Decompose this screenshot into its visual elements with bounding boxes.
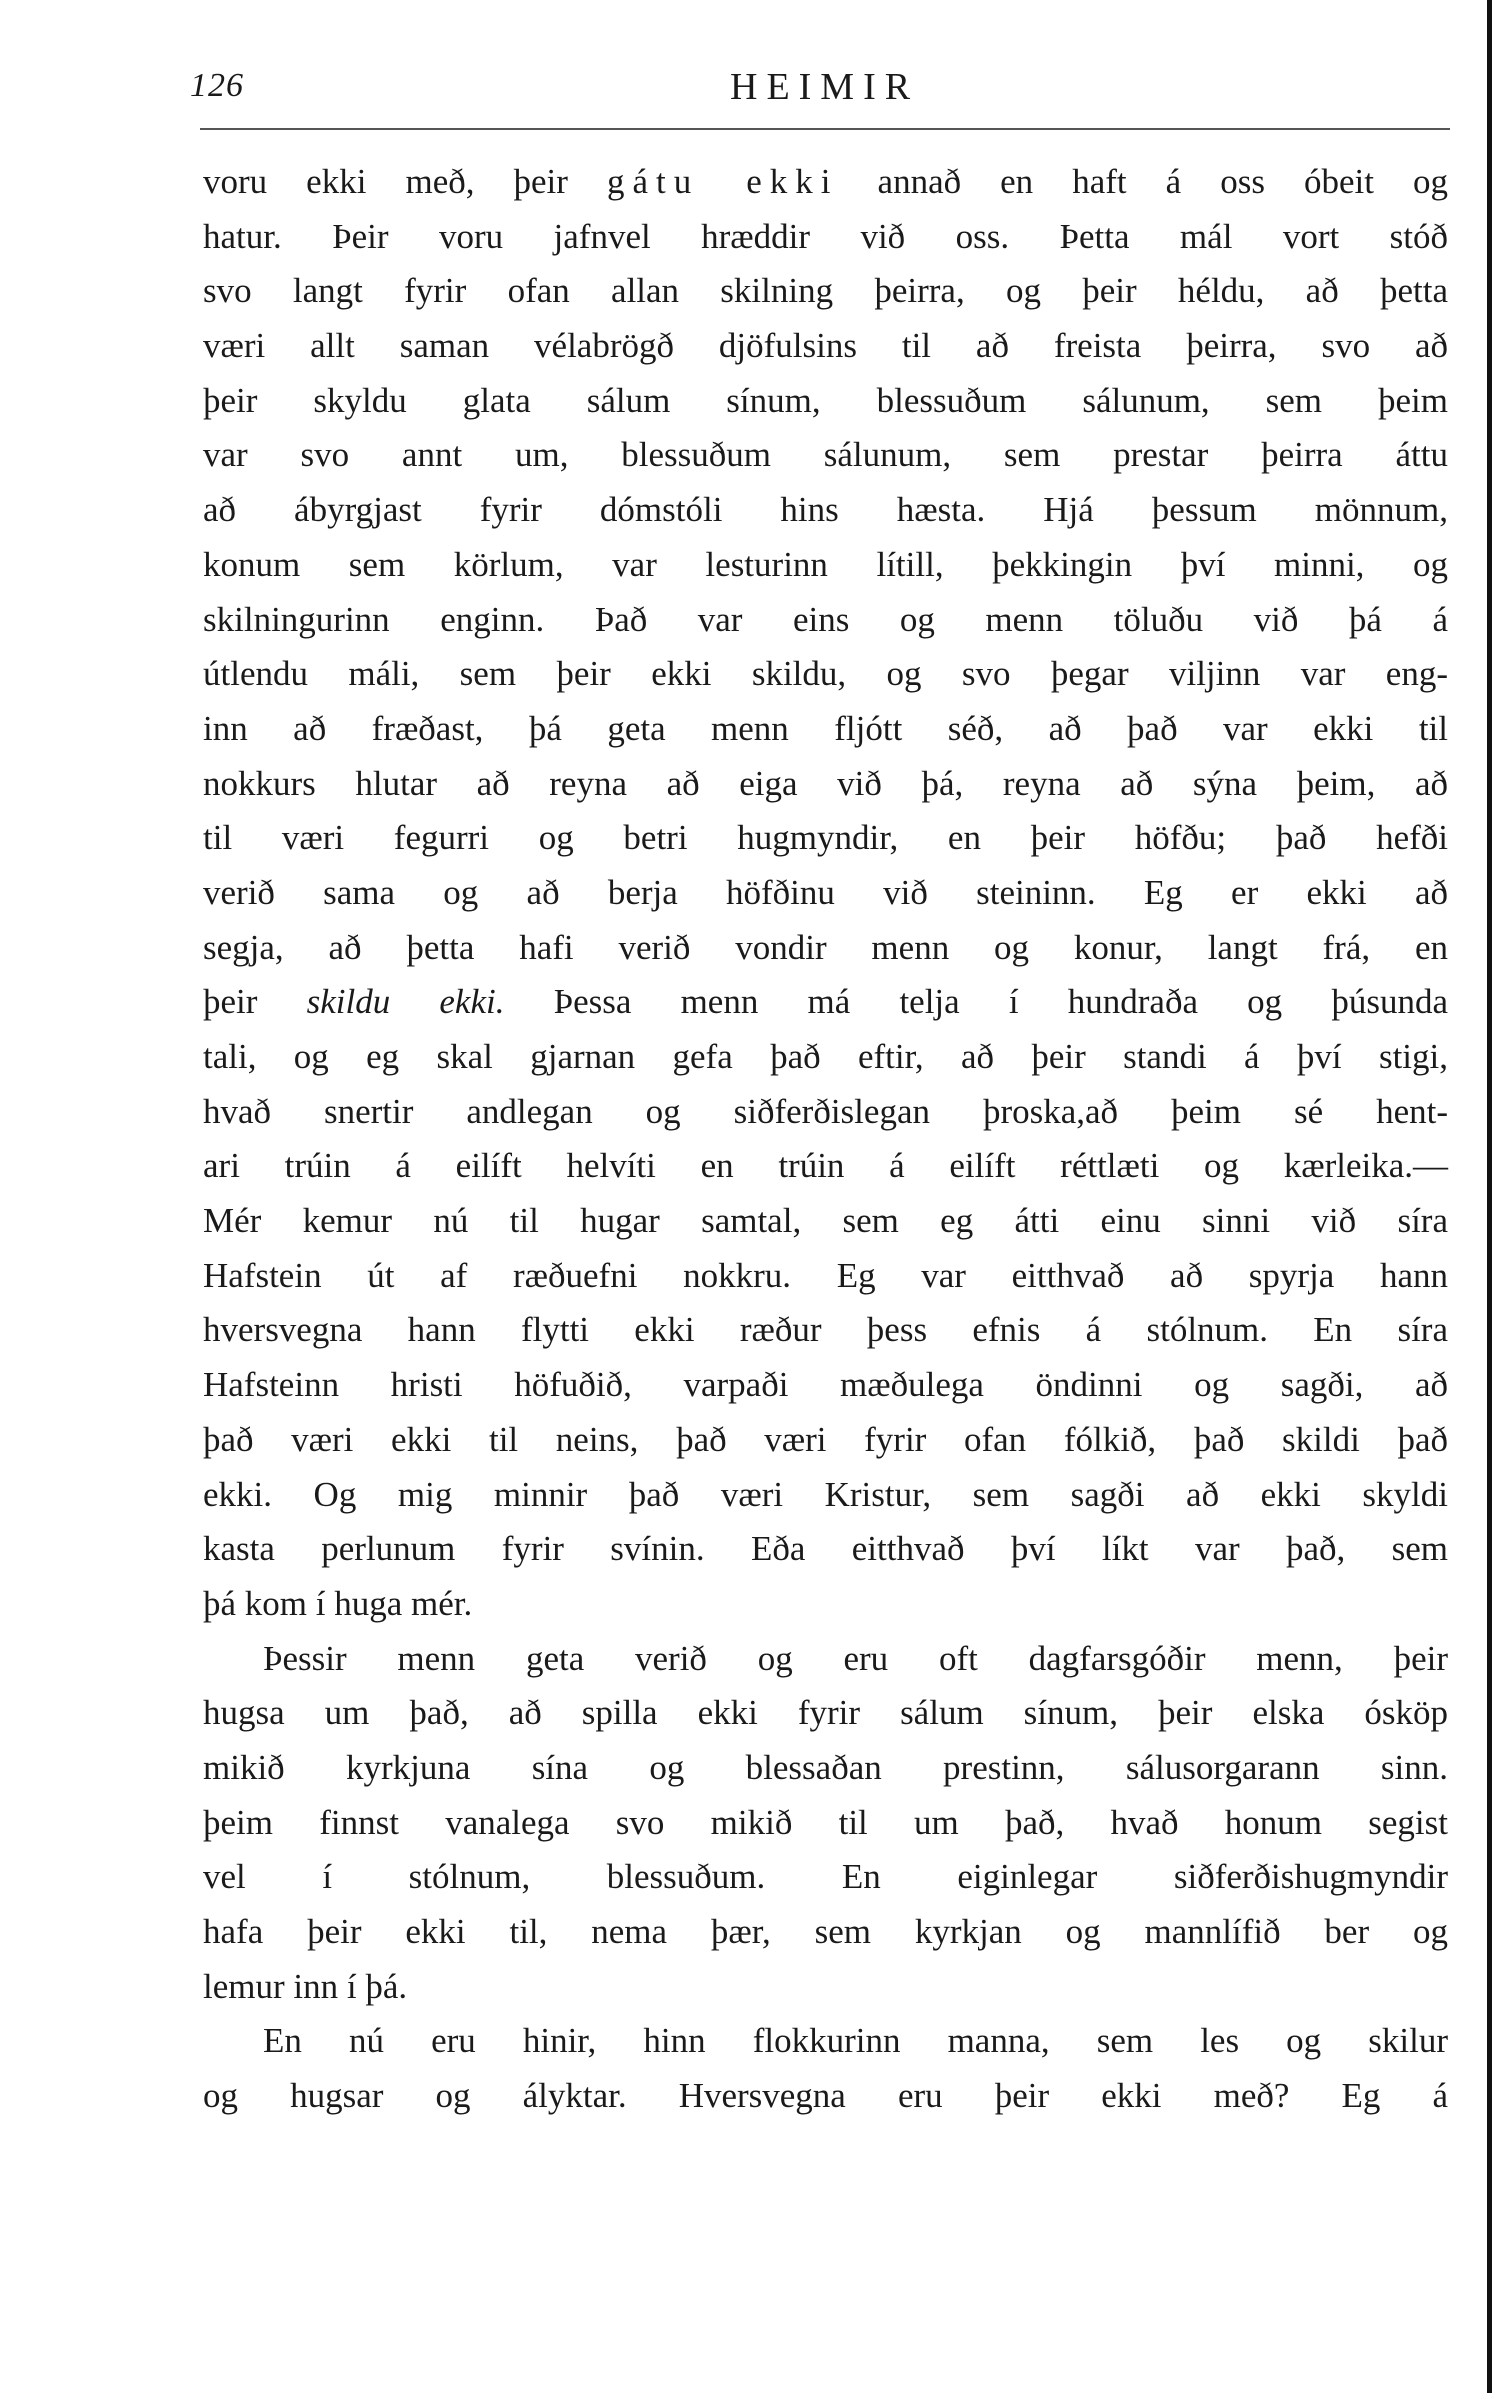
text-line: og hugsar og ályktar. Hversvegna eru þeir ekki með? Eg á xyxy=(203,2076,1448,2116)
header-rule xyxy=(200,128,1450,130)
text-line: tali, og eg skal gjarnan gefa það eftir, að þeir standi á því stigi, xyxy=(203,1037,1448,1076)
text-line: Mér kemur nú til hugar samtal, sem eg átti einu sinni við síra xyxy=(203,1201,1448,1241)
page-number: 126 xyxy=(190,67,244,104)
text-line: Hafsteinn hristi höfuðið, varpaði mæðulega öndinni og sagði, að xyxy=(203,1365,1448,1405)
text-line: nokkurs hlutar að reyna að eiga við þá, reyna að sýna þeim, að xyxy=(203,763,1448,803)
paragraph xyxy=(203,155,1448,1632)
text-line: konum sem körlum, var lesturinn lítill, þekkingin því minni, og xyxy=(203,544,1448,584)
page-header xyxy=(190,55,1450,115)
text-line: hversvegna hann flytti ekki ræður þess efnis á stólnum. En síra xyxy=(203,1310,1448,1350)
paragraph xyxy=(203,2014,1448,2123)
text-line: útlendu máli, sem þeir ekki skildu, og svo þegar viljinn var eng- xyxy=(203,654,1448,694)
text-line: væri allt saman vélabrögð djöfulsins til að freista þeirra, svo að xyxy=(203,326,1448,366)
text-line: þeim finnst vanalega svo mikið til um það, hvað honum segist xyxy=(203,1802,1448,1842)
body-text xyxy=(203,155,1448,2124)
text-line: hvað snertir andlegan og siðferðislegan þroska,að þeim sé hent- xyxy=(203,1091,1448,1131)
text-line: það væri ekki til neins, það væri fyrir ofan fólkið, það skildi það xyxy=(203,1419,1448,1459)
text-line: ekki. Og mig minnir það væri Kristur, sem sagði að ekki skyldi xyxy=(203,1474,1448,1514)
text-line: verið sama og að berja höfðinu við steininn. Eg er ekki að xyxy=(203,872,1448,912)
text-line: til væri fegurri og betri hugmyndir, en þeir höfðu; það hefði xyxy=(203,818,1448,858)
text-line: voru ekki með, þeir gátu ekki annað en haft á oss óbeit og xyxy=(203,162,1448,201)
running-head: HEIMIR xyxy=(730,66,920,108)
text-line: að ábyrgjast fyrir dómstóli hins hæsta. Hjá þessum mönnum, xyxy=(203,490,1448,530)
text-line: segja, að þetta hafi verið vondir menn og konur, langt frá, en xyxy=(203,927,1448,967)
text-line: Þessir menn geta verið og eru oft dagfarsgóðir menn, þeir xyxy=(263,1638,1448,1678)
text-line: hafa þeir ekki til, nema þær, sem kyrkjan og mannlífið ber og xyxy=(203,1912,1448,1951)
text-line: En nú eru hinir, hinn flokkurinn manna, sem les og skilur xyxy=(263,2021,1448,2061)
page-edge-rule xyxy=(1487,0,1492,2393)
text-line: þeir skildu ekki. Þessa menn má telja í hundraða og þúsunda xyxy=(203,982,1448,1022)
text-line: ari trúin á eilíft helvíti en trúin á eilíft réttlæti og kærleika.— xyxy=(203,1146,1448,1186)
text-line: inn að fræðast, þá geta menn fljótt séð, að það var ekki til xyxy=(203,708,1448,748)
text-line: kasta perlunum fyrir svínin. Eða eitthvað því líkt var það, sem xyxy=(203,1529,1448,1569)
text-line: þeir skyldu glata sálum sínum, blessuðum sálunum, sem þeim xyxy=(203,380,1448,420)
italic-emphasis: skildu ekki. xyxy=(306,982,505,1022)
text-line: svo langt fyrir ofan allan skilning þeirra, og þeir héldu, að þetta xyxy=(203,271,1448,311)
paragraph xyxy=(203,1632,1448,2015)
text-line: þá kom í huga mér. xyxy=(203,1583,473,1623)
text-line: vel í stólnum, blessuðum. En eiginlegar siðferðishugmyndir xyxy=(203,1857,1448,1897)
text-line: hatur. Þeir voru jafnvel hræddir við oss. Þetta mál vort stóð xyxy=(203,216,1448,256)
text-line: lemur inn í þá. xyxy=(203,1966,408,2006)
text-line: Hafstein út af ræðuefni nokkru. Eg var eitthvað að spyrja hann xyxy=(203,1255,1448,1295)
text-line: mikið kyrkjuna sína og blessaðan prestinn, sálusorgarann sinn. xyxy=(203,1747,1448,1787)
text-line: skilningurinn enginn. Það var eins og menn töluðu við þá á xyxy=(203,599,1448,639)
text-line: hugsa um það, að spilla ekki fyrir sálum sínum, þeir elska ósköp xyxy=(203,1693,1448,1733)
text-line: var svo annt um, blessuðum sálunum, sem prestar þeirra áttu xyxy=(203,435,1448,475)
spaced-emphasis: gátu ekki xyxy=(606,162,839,201)
